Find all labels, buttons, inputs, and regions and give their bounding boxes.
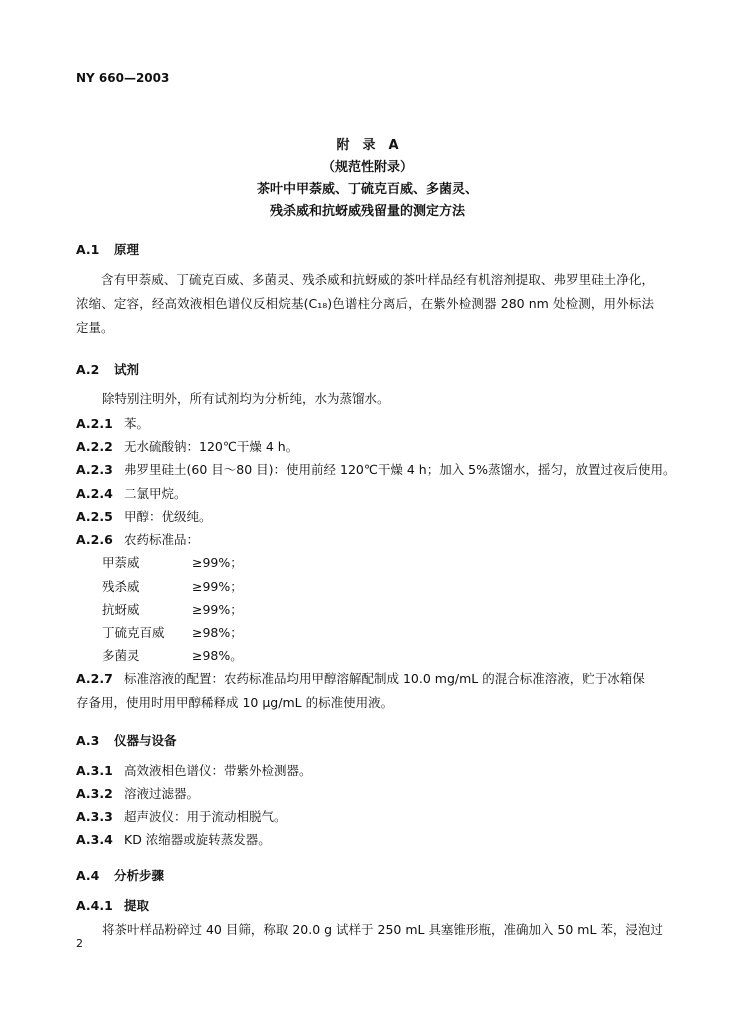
- appendix-title: 附 录 A: [336, 138, 399, 153]
- appendix-name-line-1: 茶叶中甲萘威、丁硫克百威、多菌灵、: [256, 182, 478, 197]
- clause-a27-continuation: 存备用，使用时用甲醇稀释成 10 μg/mL 的标准使用液。: [76, 695, 394, 710]
- clause-a33: A.3.3 超声波仪：用于流动相脱气。: [76, 809, 287, 824]
- standard-item: 丁硫克百威 ≥98%；: [102, 625, 243, 640]
- clause-a27: A.2.7 标准溶液的配置：农药标准品均用甲醇溶解配制成 10.0 mg/mL 的混合标准溶液，贮于冰箱保: [76, 671, 645, 686]
- clause-a41-paragraph: 将茶叶样品粉碎过 40 目筛，称取 20.0 g 试样于 250 mL 具塞锥形瓶，准确加入 50 mL 苯，浸泡过: [102, 922, 663, 937]
- clause-a24: A.2.4 二氯甲烷。: [76, 486, 187, 501]
- clause-a21: A.2.1 苯。: [76, 416, 150, 431]
- standard-item: 抗蚜威 ≥99%；: [102, 602, 243, 617]
- standard-item: 残杀威 ≥99%；: [102, 579, 243, 594]
- clause-a32: A.3.2 溶液过滤器。: [76, 786, 200, 801]
- clause-a41-heading: A.4.1 提取: [76, 898, 150, 913]
- section-number: A.2: [76, 362, 100, 377]
- clause-a22: A.2.2 无水硫酸钠：120℃干燥 4 h。: [76, 439, 299, 454]
- section-a4-heading: [76, 866, 164, 884]
- clause-a31: A.3.1 高效液相色谱仪：带紫外检测器。: [76, 763, 312, 778]
- section-title: 试剂: [114, 362, 140, 377]
- appendix-type: （规范性附录）: [321, 160, 413, 175]
- section-title: 分析步骤: [114, 868, 165, 883]
- section-number: A.4: [76, 868, 100, 883]
- standard-item: 甲萘威 ≥99%；: [102, 555, 243, 570]
- section-a2-heading: [76, 360, 139, 378]
- clause-a23: A.2.3 弗罗里硅土(60 目～80 目)：使用前经 120℃干燥 4 h；加入 5%蒸馏水，摇匀，放置过夜后使用。: [76, 462, 676, 477]
- section-a2-intro: 除特别注明外，所有试剂均为分析纯，水为蒸馏水。: [102, 391, 390, 406]
- section-a3-heading: [76, 731, 177, 749]
- section-title: 原理: [114, 242, 140, 257]
- section-title: 仪器与设备: [114, 733, 177, 748]
- section-number: A.3: [76, 733, 100, 748]
- clause-a25: A.2.5 甲醇：优级纯。: [76, 509, 212, 524]
- standard-code-header: NY 660—2003: [76, 71, 170, 85]
- section-number: A.1: [76, 242, 100, 257]
- standard-item: 多菌灵 ≥98%。: [102, 648, 243, 663]
- page-number: 2: [76, 937, 83, 950]
- clause-a34: A.3.4 KD 浓缩器或旋转蒸发器。: [76, 832, 271, 847]
- section-a1-paragraph: 含有甲萘威、丁硫克百威、多菌灵、残杀威和抗蚜威的茶叶样品经有机溶剂提取、弗罗里硅土净化，浓缩、定容，经高效液相色谱仪反相烷基(C₁₈)色谱柱分离后，在紫外检测器 280 nm 处检测，用外标法定量。: [76, 272, 654, 335]
- section-a1-heading: [76, 240, 139, 258]
- clause-a26: A.2.6 农药标准品：: [76, 532, 200, 547]
- appendix-name-line-2: 残杀威和抗蚜威残留量的测定方法: [269, 204, 465, 219]
